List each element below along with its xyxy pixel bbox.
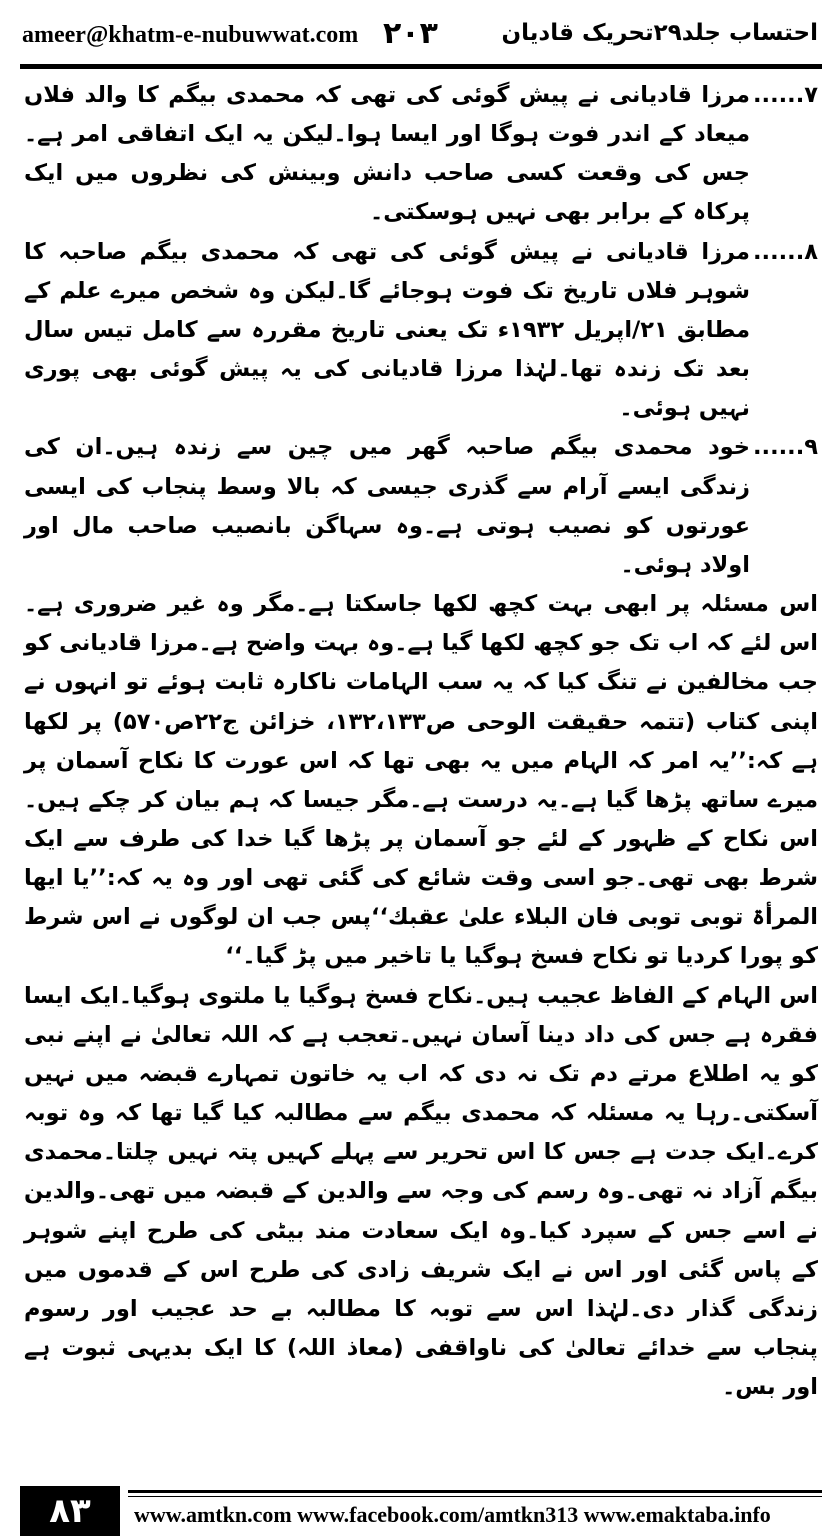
page-header	[0, 0, 840, 62]
email-address: ameer@khatm-e-nubuwwat.com	[22, 22, 359, 48]
numbered-item	[24, 76, 818, 233]
page-body	[24, 76, 818, 1407]
body-paragraph: اس الہام کے الفاظ عجیب ہیں۔نکاح فسخ ہوگیا یا ملتوی ہوگیا۔ایک ایسا فقرہ ہے جس کی داد دینا آسان نہیں۔تعجب ہے کہ اللہ تعالیٰ نے اپنے نبی کو یہ اطلاع مرتے دم تک نہ دی کہ اب یہ خاتون تمہارے قبضہ میں نہیں آسکتی۔رہا یہ مسئلہ کہ محمدی بیگم سے مطالبہ کیا گیا تھا کہ وہ توبہ کرے۔ایک جدت ہے جس کا اس تحریر سے پہلے کہیں پتہ نہیں چلتا۔محمدی بیگم آزاد نہ تھی۔وہ رسم کی وجہ سے والدین کے قبضہ میں تھی۔والدین نے اسے جس کے سپرد کیا۔وہ ایک سعادت مند بیٹی کی طرح اپنے شوہر کے پاس گئی اور اس نے ایک شریف زادی کی طرح اس کے قدموں میں زندگی گذار دی۔لہٰذا اس سے توبہ کا مطالبہ بے حد عجیب اور رسوم پنجاب سے خدائے تعالیٰ کی ناواقفی (معاذ اللہ) کا ایک بدیہی ثبوت ہے اور بس۔	[24, 982, 818, 1401]
item-number: ۷......	[752, 82, 818, 108]
item-text: مرزا قادیانی نے پیش گوئی کی تھی کہ محمدی بیگم صاحبہ کا شوہر فلاں تاریخ تک فوت ہوجائے گا۔لیکن وہ شخص میرے علم کے مطابق ۲۱/اپریل ۱۹۳۲ء تک یعنی تاریخ مقررہ سے کامل تیس سال بعد تک زندہ تھا۔لہٰذا مرزا قادیانی کی یہ پیش گوئی بھی پوری نہیں ہوئی۔	[24, 238, 750, 422]
item-text: خود محمدی بیگم صاحبہ گھر میں چین سے زندہ ہیں۔ان کی زندگی ایسے آرام سے گذری جیسی کہ بالا وسط پنجاب کی ایسی عورتوں کو نصیب ہوتی ہے۔وہ سہاگن بانصیب صاحب مال اور اولاد ہوئی۔	[24, 434, 750, 578]
item-text: مرزا قادیانی نے پیش گوئی کی تھی کہ محمدی بیگم کا والد فلاں میعاد کے اندر فوت ہوگا اور ایسا ہوا۔لیکن یہ ایک اتفاقی امر ہے۔جس کی وقعت کسی صاحب دانش وبینش کی نظروں میں ایک پرکاہ کے برابر بھی نہیں ہوسکتی۔	[24, 82, 750, 226]
numbered-item	[24, 233, 818, 429]
footer-rule-thin	[128, 1496, 822, 1497]
page-footer	[0, 1480, 840, 1540]
numbered-item	[24, 428, 818, 585]
item-number: ۸......	[752, 238, 818, 265]
item-number: ۹......	[752, 434, 818, 461]
book-title: احتساب جلد۲۹تحریک قادیان	[501, 20, 818, 46]
header-rule	[20, 64, 822, 69]
body-paragraph: اس مسئلہ پر ابھی بہت کچھ لکھا جاسکتا ہے۔مگر وہ غیر ضروری ہے۔اس لئے کہ اب تک جو کچھ لکھا گیا ہے۔وہ بہت واضح ہے۔مرزا قادیانی کو جب مخالفین نے تنگ کیا کہ یہ سب الہامات ناکارہ ثابت ہوئے تو انہوں نے اپنی کتاب (تتمہ حقیقت الوحی ص۱۳۲،۱۳۳، خزائن ج۲۲ص۵۷۰) پر لکھا ہے کہ:’’یہ امر کہ الہام میں یہ بھی تھا کہ اس عورت کا نکاح آسمان پر میرے ساتھ پڑھا گیا ہے۔یہ درست ہے۔مگر جیسا کہ ہم بیان کر چکے ہیں۔اس نکاح کے ظہور کے لئے جو آسمان پر پڑھا گیا خدا کی طرف سے ایک شرط بھی تھی۔جو اسی وقت شائع کی گئی تھی اور وہ یہ کہ:’’یا ایھا المرأۃ توبی توبی فان البلاء علیٰ عقبك‘‘پس جب ان لوگوں نے اس شرط کو پورا کردیا تو نکاح فسخ ہوگیا یا تاخیر میں پڑ گیا۔‘‘	[24, 591, 818, 970]
footer-links: www.amtkn.com www.facebook.com/amtkn313 www.emaktaba.info	[134, 1502, 771, 1527]
folio-number: ۸۳	[20, 1486, 120, 1536]
page-number: ۲۰۳	[383, 16, 438, 51]
footer-rule	[128, 1490, 822, 1493]
